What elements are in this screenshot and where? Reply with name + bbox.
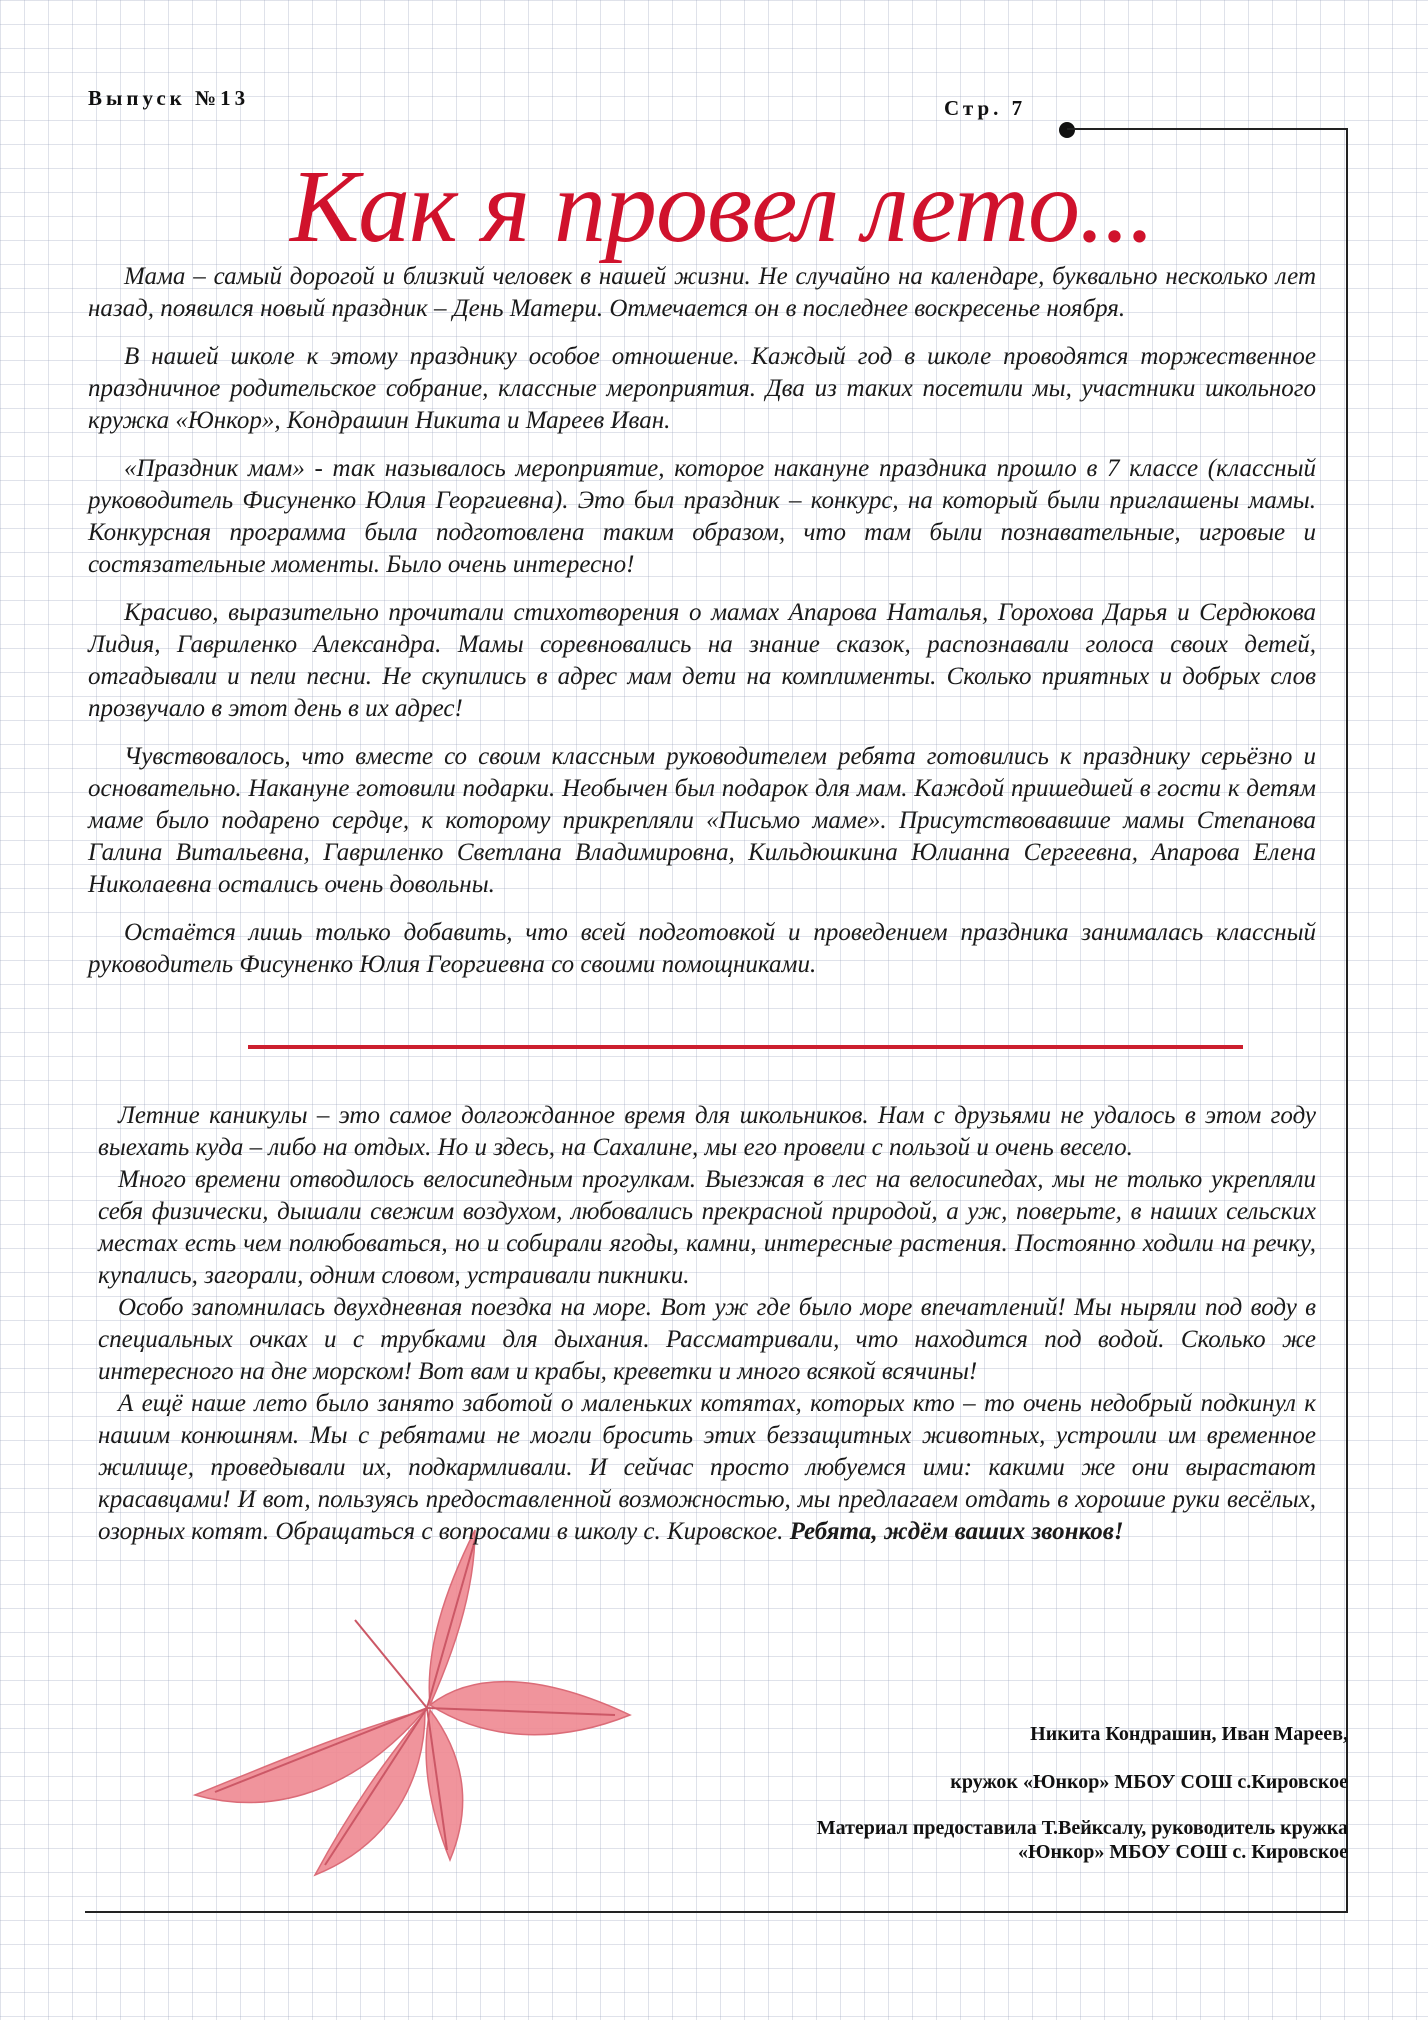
paragraph-text: А ещё наше лето было занято заботой о маленьких котятах, которых кто – то очень недобрый подкинул к нашим конюшням. Мы с ребятами не могли бросить этих беззащитных животных, устроили им временное жилище, проведывали их, подкармливали. И сейчас просто любуемся ими: какими же они вырастают красавцами! И вот, пользуясь предоставленной возможностью, мы предлагаем отдать в хорошие руки весёлых, озорных котят. Обращаться с вопросами в школу с. Кировское. bbox=[98, 1390, 1316, 1545]
paragraph: Чувствовалось, что вместе со своим классным руководителем ребята готовились к празднику серьёзно и основательно. Накануне готовили подарки. Необычен был подарок для мам. Каждой пришедшей в гости к детям маме было подарено сердце, к которому прикрепляли «Письмо маме». Присутствовавшие мамы Степанова Галина Витальевна, Гавриленко Светлана Владимировна, Кильдюшкина Юлианна Сергеевна, Апарова Елена Николаевна остались очень довольны. bbox=[88, 743, 1316, 898]
article-mothers-day bbox=[88, 261, 1316, 997]
paragraph: Красиво, выразительно прочитали стихотворения о мамах Апарова Наталья, Горохова Дарья и Сердюкова Лидия, Гавриленко Александра. Мамы соревновались на знание сказок, распознавали голоса своих детей, отгадывали и пели песни. Не скупились в адрес мам дети на комплименты. Сколько приятных и добрых слов прозвучало в этот день в их адрес! bbox=[88, 599, 1316, 722]
paragraph: Мама – самый дорогой и близкий человек в нашей жизни. Не случайно на календаре, буквально несколько лет назад, появился новый праздник – День Матери. Отмечается он в последнее воскресенье ноября. bbox=[88, 263, 1316, 322]
issue-number: Выпуск №13 bbox=[88, 86, 250, 110]
page-title: Как я провел лето... bbox=[290, 149, 1154, 264]
frame-right-line bbox=[1346, 128, 1348, 1913]
frame-top-line bbox=[1067, 128, 1348, 130]
frame-corner-dot bbox=[1059, 122, 1075, 138]
call-to-action: Ребята, ждём ваших звонков! bbox=[789, 1518, 1124, 1545]
credit-authors: Никита Кондрашин, Иван Мареев, bbox=[1030, 1723, 1348, 1745]
section-divider bbox=[248, 1045, 1243, 1049]
paragraph: Много времени отводилось велосипедным прогулкам. Выезжая в лес на велосипедах, мы не только укрепляли себя физически, дышали свежим воздухом, любовались прекрасной природой, а уж, поверьте, в наших сельских местах есть чем полюбоваться, но и собирали ягоды, камни, интересные растения. Постоянно ходили на речку, купались, загорали, одним словом, устраивали пикники. bbox=[98, 1166, 1316, 1289]
credit-material-line: «Юнкор» МБОУ СОШ с. Кировское bbox=[1017, 1841, 1348, 1863]
autumn-leaf-icon bbox=[175, 1500, 645, 1880]
credit-material bbox=[648, 1816, 1348, 1864]
paragraph: Особо запомнилась двухдневная поездка на море. Вот уж где было море впечатлений! Мы ныряли под воду в специальных очках и с трубками для дыхания. Рассматривали, что находится под водой. Сколько же интересного на дне морском! Вот вам и крабы, креветки и много всякой всячины! bbox=[98, 1294, 1316, 1385]
paragraph: Остаётся лишь только добавить, что всей подготовкой и проведением праздника занималась классный руководитель Фисуненко Юлия Георгиевна со своими помощниками. bbox=[88, 919, 1316, 978]
paragraph: Летние каникулы – это самое долгожданное время для школьников. Нам с друзьями не удалось в этом году выехать куда – либо на отдых. Но и здесь, на Сахалине, мы его провели с пользой и очень весело. bbox=[98, 1102, 1316, 1161]
paragraph: В нашей школе к этому празднику особое отношение. Каждый год в школе проводятся торжественное праздничное родительское собрание, классные мероприятия. Два из таких посетили мы, участники школьного кружка «Юнкор», Кондрашин Никита и Мареев Иван. bbox=[88, 343, 1316, 434]
page-number: Стр. 7 bbox=[944, 96, 1027, 120]
paragraph: «Праздник мам» - так называлось мероприятие, которое накануне праздника прошло в 7 классе (классный руководитель Фисуненко Юлия Георгиевна). Это был праздник – конкурс, на который были приглашены мамы. Конкурсная программа была подготовлена таким образом, что там были познавательные, игровые и состязательные моменты. Было очень интересно! bbox=[88, 455, 1316, 578]
article-summer bbox=[98, 1100, 1316, 1548]
credit-material-line: Материал предоставила Т.Вейксалу, руководитель кружка bbox=[816, 1817, 1348, 1839]
frame-bottom-line bbox=[85, 1911, 1348, 1913]
paragraph bbox=[98, 1388, 1316, 1548]
credit-club: кружок «Юнкор» МБОУ СОШ с.Кировское bbox=[950, 1771, 1348, 1793]
